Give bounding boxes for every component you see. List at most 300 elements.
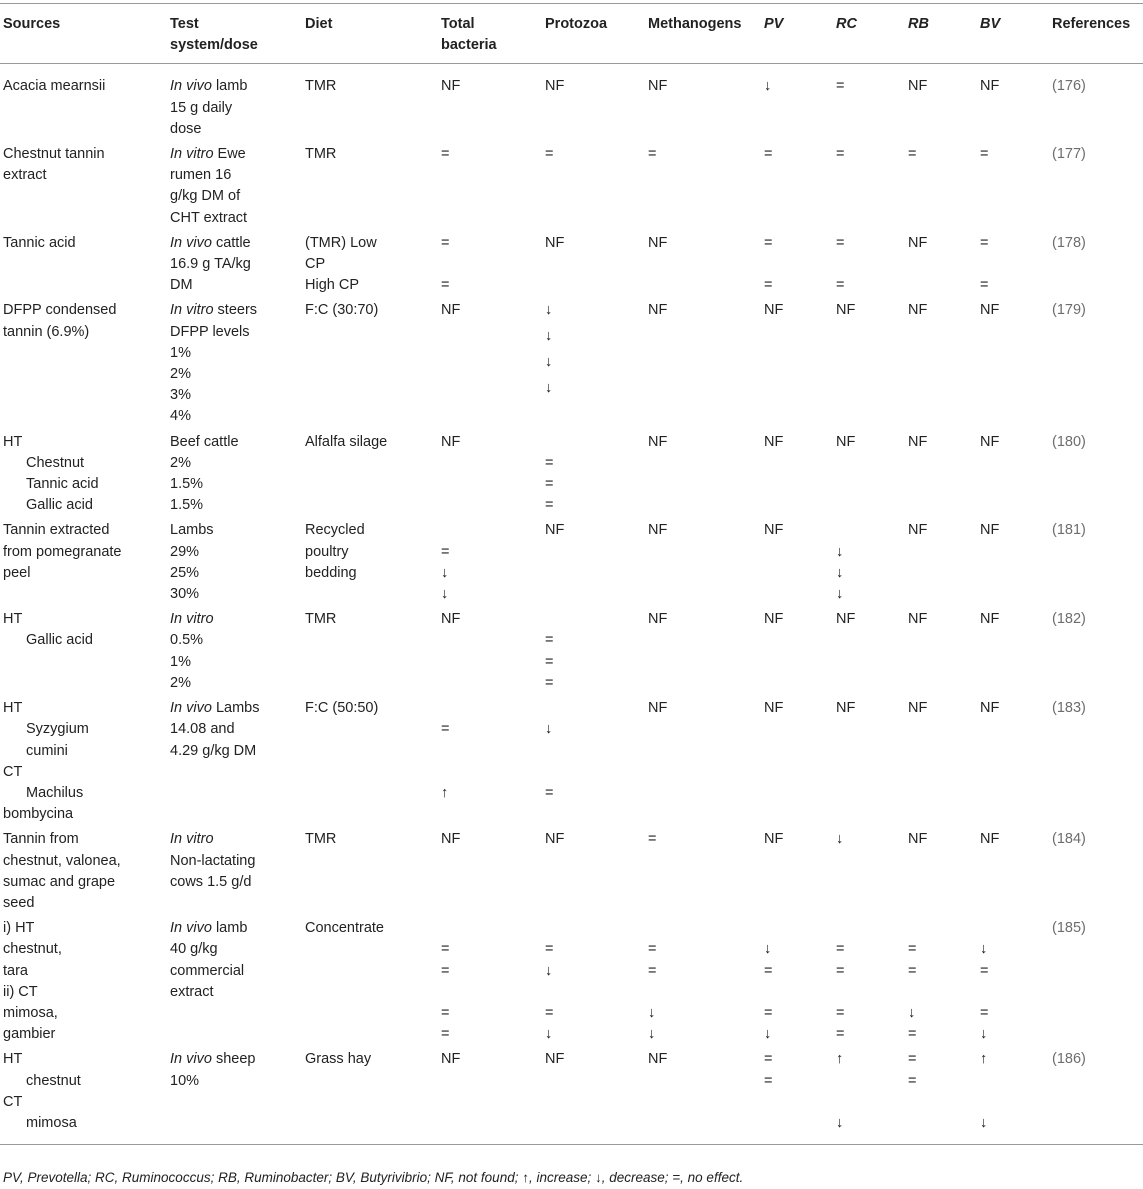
column-header-rc <box>836 4 908 64</box>
cell-rc <box>836 64 908 140</box>
cell-line: 2% <box>170 454 191 471</box>
cell-total-bacteria <box>441 428 545 517</box>
cell-protozoa <box>545 694 648 825</box>
cell-test-system-dose <box>170 296 305 427</box>
cell-line: ↓ <box>980 1114 988 1131</box>
cell-bv <box>980 428 1052 517</box>
cell-rc <box>836 1045 908 1144</box>
cell-line: NF <box>764 522 784 539</box>
cell-line: ↓ <box>545 353 553 370</box>
cell-methanogens <box>648 605 764 694</box>
cell-line: = <box>441 721 450 738</box>
cell-line: bombycina <box>3 806 74 823</box>
cell-line: = <box>836 1004 845 1021</box>
cell-line: = <box>441 234 450 251</box>
cell-line <box>170 829 305 850</box>
cell-line: NF <box>836 611 856 628</box>
cell-line: = <box>545 941 554 958</box>
cell-line: from pomegranate <box>3 543 122 560</box>
header-text: References <box>1052 16 1131 32</box>
tannin-microbiota-table <box>0 3 1143 1145</box>
cell-sources <box>0 694 170 825</box>
cell-line <box>170 144 305 165</box>
cell-sources <box>0 64 170 140</box>
header-text: system/dose <box>170 37 258 54</box>
cell-test-system-dose <box>170 694 305 825</box>
cell-protozoa <box>545 1045 648 1144</box>
cell-line: = <box>908 962 917 979</box>
italic-term: In vivo <box>170 234 212 251</box>
cell-line: 15 g daily <box>170 99 233 116</box>
cell-line: = <box>908 1072 917 1089</box>
cell-line: NF <box>764 433 784 450</box>
cell-line <box>441 918 545 939</box>
cell-diet <box>305 64 441 140</box>
cell-line <box>441 982 545 1003</box>
cell-line: NF <box>648 433 668 450</box>
cell-test-system-dose <box>170 140 305 229</box>
cell-protozoa <box>545 140 648 229</box>
cell-line: ↓ <box>908 1004 916 1021</box>
cell-line: ↓ <box>836 586 844 603</box>
cell-line: NF <box>908 700 928 717</box>
cell-line: 25% <box>170 564 200 581</box>
column-header-diet <box>305 4 441 64</box>
cell-line: seed <box>3 894 35 911</box>
cell-sources <box>0 516 170 605</box>
cell-total-bacteria <box>441 605 545 694</box>
cell-line: = <box>648 146 657 163</box>
italic-term: In vivo <box>170 920 212 937</box>
cell-line <box>980 982 1052 1003</box>
cell-methanogens <box>648 825 764 914</box>
cell-line: Syzygium <box>26 721 89 738</box>
cell-line: Non-lactating <box>170 852 256 869</box>
cell-line <box>545 432 648 453</box>
cell-line <box>648 982 764 1003</box>
cell-rb <box>908 140 980 229</box>
cell-sources <box>0 140 170 229</box>
line-suffix: lamb <box>211 78 248 95</box>
cell-line: ↑ <box>441 784 449 801</box>
column-header-methanogens <box>648 4 764 64</box>
cell-line: = <box>441 962 450 979</box>
cell-line: NF <box>545 1051 565 1068</box>
cell-line: 29% <box>170 543 200 560</box>
cell-line: = <box>764 1051 773 1068</box>
cell-line: NF <box>441 302 461 319</box>
cell-line: = <box>648 941 657 958</box>
cell-line: ↓ <box>545 328 553 345</box>
cell-line <box>980 254 1052 275</box>
cell-methanogens <box>648 516 764 605</box>
column-header-bv <box>980 4 1052 64</box>
header-text: Diet <box>305 16 333 32</box>
cell-line: NF <box>441 1051 461 1068</box>
cell-line: CT <box>3 1093 23 1110</box>
cell-rc <box>836 296 908 427</box>
cell-sources <box>0 1045 170 1144</box>
cell-line <box>545 982 648 1003</box>
cell-line: NF <box>648 302 668 319</box>
cell-line <box>170 698 305 719</box>
column-header-total-bacteria <box>441 4 545 64</box>
cell-line: NF <box>648 78 668 95</box>
cell-methanogens <box>648 1045 764 1144</box>
table-row <box>0 1045 1143 1144</box>
cell-line: NF <box>908 78 928 95</box>
cell-methanogens <box>648 914 764 1045</box>
cell-sources <box>0 914 170 1045</box>
header-text: PV <box>764 16 784 32</box>
cell-line: HT <box>3 1051 23 1068</box>
cell-line: = <box>764 1004 773 1021</box>
cell-rb <box>908 516 980 605</box>
cell-line <box>980 918 1052 939</box>
table-row <box>0 140 1143 229</box>
cell-line <box>908 918 980 939</box>
cell-references <box>1052 64 1143 140</box>
cell-line: sumac and grape <box>3 873 116 890</box>
cell-line: 40 g/kg <box>170 941 218 958</box>
line-suffix: steers <box>213 302 258 319</box>
cell-rb <box>908 694 980 825</box>
cell-line: = <box>545 1004 554 1021</box>
cell-protozoa <box>545 296 648 427</box>
cell-line: ↓ <box>836 1114 844 1131</box>
cell-line <box>170 918 305 939</box>
cell-diet <box>305 296 441 427</box>
reference-text: (179) <box>1052 302 1086 319</box>
cell-line: NF <box>441 433 461 450</box>
cell-line: NF <box>836 433 856 450</box>
cell-line: mimosa <box>26 1114 77 1131</box>
cell-line: = <box>441 277 450 294</box>
reference-text: (176) <box>1052 78 1086 95</box>
cell-line: chestnut, <box>3 941 62 958</box>
cell-line: NF <box>648 234 668 251</box>
cell-line: NF <box>545 831 565 848</box>
cell-methanogens <box>648 140 764 229</box>
cell-test-system-dose <box>170 1045 305 1144</box>
cell-line: NF <box>648 611 668 628</box>
cell-line: = <box>545 632 554 649</box>
cell-line: = <box>764 234 773 251</box>
cell-line: NF <box>545 522 565 539</box>
table-row <box>0 914 1143 1045</box>
cell-line: Lambs <box>170 522 214 539</box>
reference-text: (180) <box>1052 433 1086 450</box>
cell-line <box>908 982 980 1003</box>
cell-pv <box>764 516 836 605</box>
cell-line: = <box>836 941 845 958</box>
cell-line: = <box>836 1026 845 1043</box>
cell-test-system-dose <box>170 825 305 914</box>
cell-line <box>836 1092 908 1113</box>
cell-line: NF <box>764 302 784 319</box>
column-header-sources <box>0 4 170 64</box>
cell-line: peel <box>3 564 31 581</box>
cell-protozoa <box>545 825 648 914</box>
header-text: Methanogens <box>648 16 742 32</box>
cell-line: 1% <box>170 653 191 670</box>
reference-text: (186) <box>1052 1051 1086 1068</box>
cell-references <box>1052 229 1143 297</box>
cell-line: NF <box>980 433 1000 450</box>
cell-line <box>170 609 305 630</box>
line-suffix: lamb <box>211 920 248 937</box>
cell-sources <box>0 605 170 694</box>
cell-total-bacteria <box>441 914 545 1045</box>
cell-bv <box>980 605 1052 694</box>
cell-line: = <box>836 277 845 294</box>
cell-methanogens <box>648 428 764 517</box>
cell-line: tara <box>3 962 28 979</box>
cell-references <box>1052 605 1143 694</box>
cell-line: NF <box>836 700 856 717</box>
cell-bv <box>980 825 1052 914</box>
cell-line: = <box>980 277 989 294</box>
cell-line <box>836 254 908 275</box>
cell-line: 30% <box>170 586 200 603</box>
cell-protozoa <box>545 516 648 605</box>
table-row <box>0 825 1143 914</box>
cell-line <box>170 233 305 254</box>
cell-references <box>1052 825 1143 914</box>
cell-references <box>1052 694 1143 825</box>
cell-line: = <box>764 962 773 979</box>
cell-line: 3% <box>170 387 191 404</box>
cell-rc <box>836 229 908 297</box>
cell-line: ↓ <box>980 941 988 958</box>
cell-line <box>836 982 908 1003</box>
cell-line: Gallic acid <box>26 632 93 649</box>
italic-term: In vivo <box>170 78 212 95</box>
cell-line: cows 1.5 g/d <box>170 873 252 890</box>
cell-test-system-dose <box>170 428 305 517</box>
reference-text: (185) <box>1052 920 1086 937</box>
cell-rc <box>836 694 908 825</box>
cell-protozoa <box>545 914 648 1045</box>
cell-line <box>441 520 545 541</box>
header-row <box>0 4 1143 64</box>
header-text: RC <box>836 16 857 32</box>
cell-line <box>545 698 648 719</box>
cell-line: NF <box>648 522 668 539</box>
cell-line: NF <box>648 1051 668 1068</box>
cell-line: TMR <box>305 611 337 628</box>
cell-line: Chestnut <box>26 454 85 471</box>
cell-line: = <box>908 146 917 163</box>
table-body <box>0 64 1143 1145</box>
cell-line: 10% <box>170 1072 200 1089</box>
cell-line: Concentrate <box>305 920 384 937</box>
cell-line: HT <box>3 433 23 450</box>
cell-pv <box>764 428 836 517</box>
cell-line: TMR <box>305 831 337 848</box>
cell-line <box>764 254 836 275</box>
cell-line: = <box>836 234 845 251</box>
cell-rc <box>836 914 908 1045</box>
cell-line: NF <box>908 611 928 628</box>
cell-methanogens <box>648 296 764 427</box>
cell-line: (TMR) Low <box>305 234 377 251</box>
cell-line: ↓ <box>648 1004 656 1021</box>
italic-term: In vivo <box>170 700 212 717</box>
cell-line: = <box>764 1072 773 1089</box>
cell-rb <box>908 914 980 1045</box>
cell-line: = <box>441 941 450 958</box>
cell-line: TMR <box>305 78 337 95</box>
cell-line: ↓ <box>545 721 553 738</box>
cell-total-bacteria <box>441 64 545 140</box>
cell-diet <box>305 1045 441 1144</box>
cell-line: = <box>980 1004 989 1021</box>
italic-term: In vitro <box>170 146 214 163</box>
cell-line: = <box>441 1026 450 1043</box>
cell-line: = <box>648 962 657 979</box>
cell-diet <box>305 605 441 694</box>
cell-total-bacteria <box>441 694 545 825</box>
cell-line: NF <box>441 611 461 628</box>
table-row <box>0 516 1143 605</box>
line-suffix: cattle <box>211 234 251 251</box>
cell-line: = <box>545 784 554 801</box>
cell-line: = <box>545 497 554 514</box>
cell-line <box>764 982 836 1003</box>
column-header-protozoa <box>545 4 648 64</box>
cell-line <box>441 698 545 719</box>
cell-line: NF <box>980 522 1000 539</box>
cell-rc <box>836 516 908 605</box>
cell-pv <box>764 64 836 140</box>
cell-line: TMR <box>305 146 337 163</box>
cell-line: = <box>545 454 554 471</box>
cell-rb <box>908 825 980 914</box>
cell-line: = <box>836 146 845 163</box>
cell-line: = <box>441 1004 450 1021</box>
cell-line: ↓ <box>545 302 553 319</box>
cell-line: = <box>908 1051 917 1068</box>
cell-bv <box>980 914 1052 1045</box>
cell-total-bacteria <box>441 516 545 605</box>
cell-line: cumini <box>26 742 68 759</box>
cell-line <box>441 762 545 783</box>
cell-line: 1.5% <box>170 476 204 493</box>
cell-line: 2% <box>170 366 191 383</box>
cell-line: 4% <box>170 408 191 425</box>
cell-line: = <box>648 831 657 848</box>
cell-rb <box>908 229 980 297</box>
cell-sources <box>0 428 170 517</box>
cell-line <box>836 520 908 541</box>
cell-rc <box>836 605 908 694</box>
reference-text: (178) <box>1052 234 1086 251</box>
header-text: RB <box>908 16 929 32</box>
cell-diet <box>305 516 441 605</box>
cell-line: NF <box>980 831 1000 848</box>
cell-line: = <box>545 653 554 670</box>
cell-bv <box>980 694 1052 825</box>
header-text: Test <box>170 16 199 32</box>
italic-term: In vitro <box>170 302 214 319</box>
cell-line <box>545 609 648 630</box>
cell-line: NF <box>908 302 928 319</box>
cell-methanogens <box>648 694 764 825</box>
cell-line: 1% <box>170 344 191 361</box>
reference-text: (184) <box>1052 831 1086 848</box>
column-header-pv <box>764 4 836 64</box>
cell-line <box>648 918 764 939</box>
cell-line: NF <box>908 433 928 450</box>
cell-line: NF <box>441 831 461 848</box>
cell-bv <box>980 1045 1052 1144</box>
cell-bv <box>980 516 1052 605</box>
cell-diet <box>305 914 441 1045</box>
cell-line: gambier <box>3 1026 56 1043</box>
cell-line: ↓ <box>441 564 449 581</box>
cell-line: Tannic acid <box>26 476 99 493</box>
cell-line: NF <box>545 78 565 95</box>
cell-line: Tannic acid <box>3 234 76 251</box>
cell-methanogens <box>648 229 764 297</box>
cell-line: Beef cattle <box>170 433 239 450</box>
cell-line: bedding <box>305 564 357 581</box>
cell-line: = <box>980 234 989 251</box>
cell-line: = <box>545 674 554 691</box>
cell-line <box>980 1071 1052 1092</box>
header-text: Total <box>441 16 475 32</box>
cell-total-bacteria <box>441 296 545 427</box>
cell-test-system-dose <box>170 64 305 140</box>
cell-line: = <box>441 146 450 163</box>
cell-line: NF <box>908 522 928 539</box>
cell-line: DFPP condensed <box>3 302 117 319</box>
cell-rb <box>908 428 980 517</box>
cell-line <box>441 740 545 761</box>
cell-rc <box>836 428 908 517</box>
cell-line: NF <box>908 234 928 251</box>
header-text: Sources <box>3 16 61 32</box>
line-suffix: sheep <box>211 1051 256 1068</box>
cell-references <box>1052 516 1143 605</box>
cell-pv <box>764 914 836 1045</box>
cell-line: ↓ <box>764 941 772 958</box>
cell-line: NF <box>980 611 1000 628</box>
reference-text: (181) <box>1052 522 1086 539</box>
cell-line: NF <box>980 700 1000 717</box>
cell-line: = <box>980 962 989 979</box>
cell-pv <box>764 1045 836 1144</box>
reference-text: (182) <box>1052 611 1086 628</box>
cell-line: 14.08 and <box>170 721 235 738</box>
cell-line: = <box>545 146 554 163</box>
cell-test-system-dose <box>170 914 305 1045</box>
cell-pv <box>764 229 836 297</box>
column-header-test-system-dose <box>170 4 305 64</box>
cell-line: = <box>545 476 554 493</box>
cell-line <box>545 740 648 761</box>
cell-line: tannin (6.9%) <box>3 323 90 340</box>
cell-line: = <box>908 1026 917 1043</box>
cell-pv <box>764 605 836 694</box>
cell-line: 0.5% <box>170 632 204 649</box>
italic-term: In vitro <box>170 611 214 628</box>
cell-line: NF <box>908 831 928 848</box>
cell-line: HT <box>3 611 23 628</box>
cell-line: High CP <box>305 277 359 294</box>
cell-line: 16.9 g TA/kg <box>170 256 251 273</box>
